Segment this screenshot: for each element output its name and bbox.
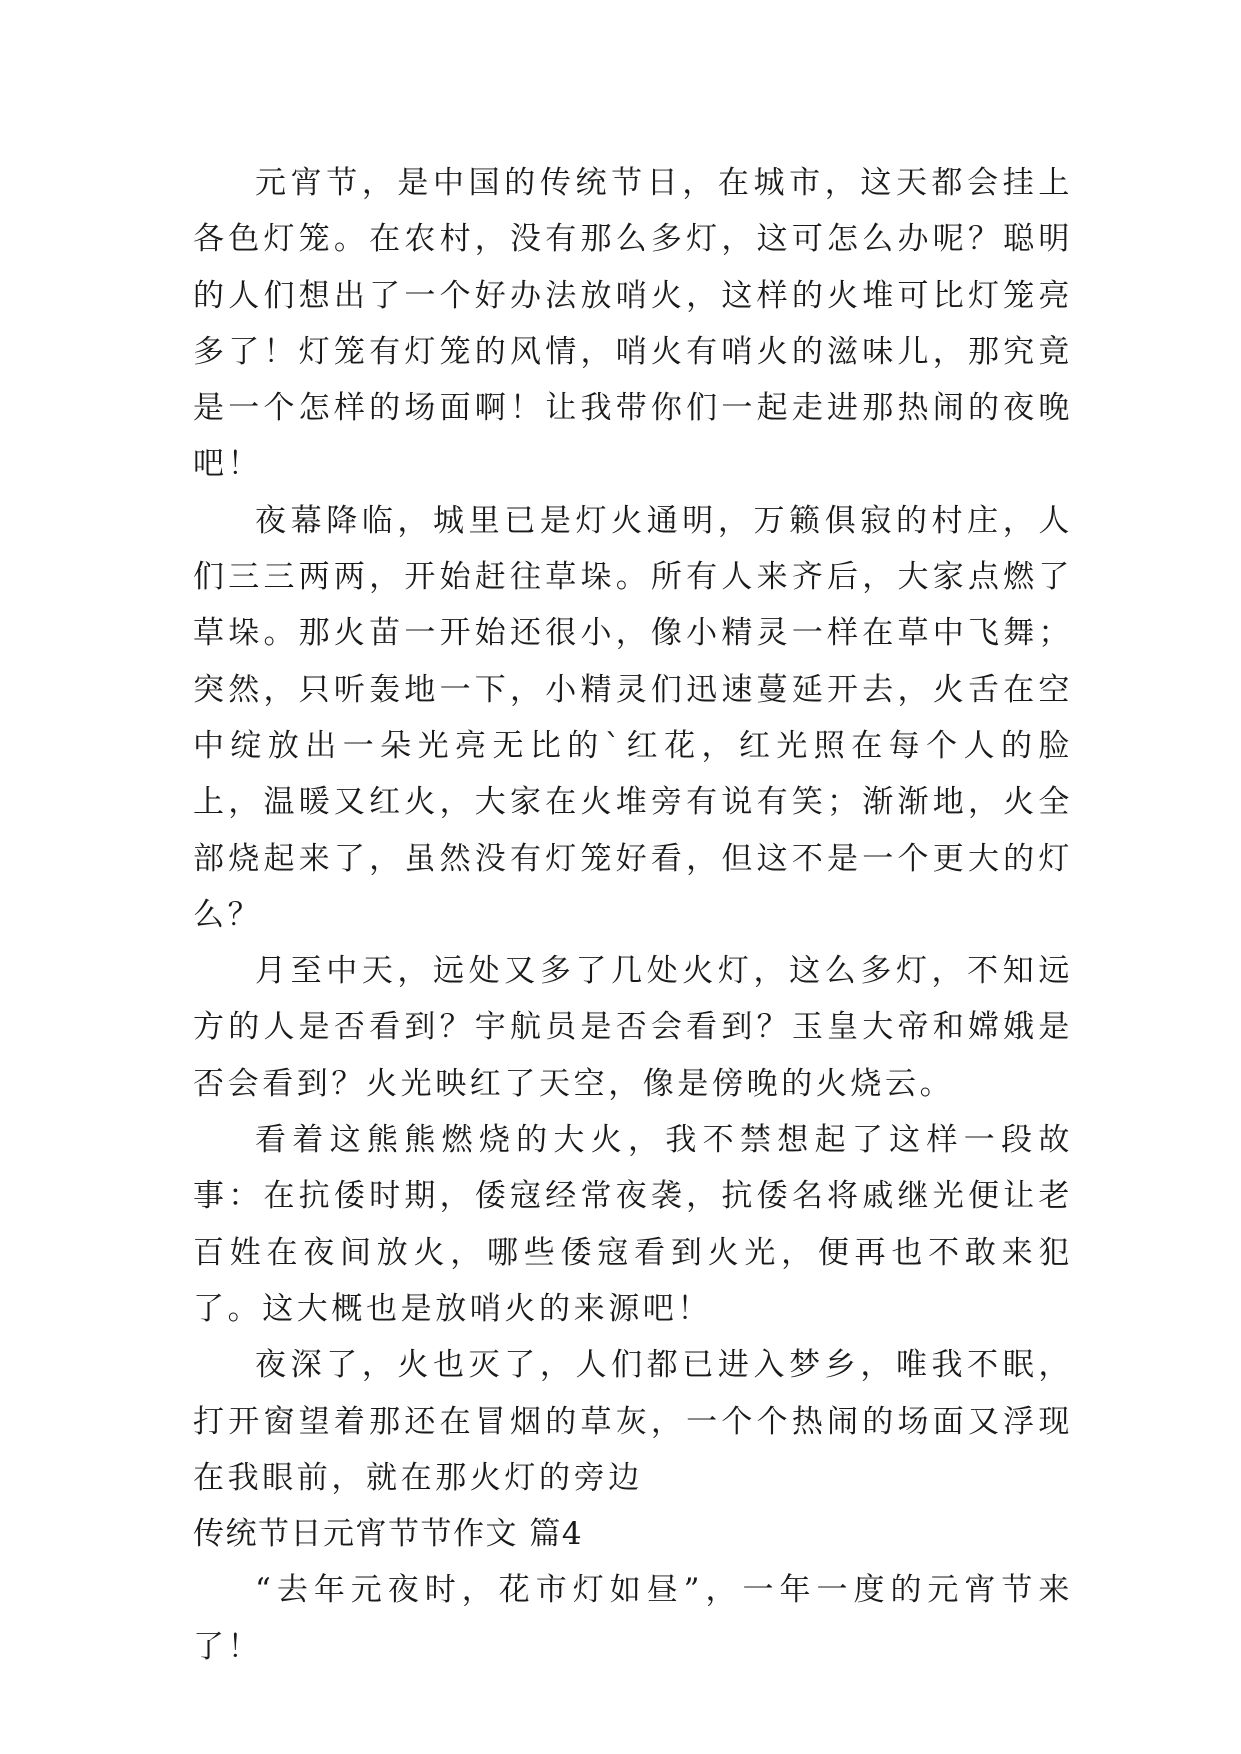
paragraph: 夜深了，火也灭了，人们都已进入梦乡，唯我不眠，打开窗望着那还在冒烟的草灰，一个个热闹的场面又浮现在我眼前，就在那火灯的旁边 <box>193 1347 1073 1496</box>
document-body <box>193 155 1073 1675</box>
paragraph: 夜幕降临，城里已是灯火通明，万籁俱寂的村庄，人们三三两两，开始赶往草垛。所有人来齐后，大家点燃了草垛。那火苗一开始还很小，像小精灵一样在草中飞舞；突然，只听轰地一下，小精灵们迅速蔓延开去，火舌在空中绽放出一朵光亮无比的`红花，红光照在每个人的脸上，温暖又红火，大家在火堆旁有说有笑；渐渐地，火全部烧起来了，虽然没有灯笼好看，但这不是一个更大的灯么？ <box>193 502 1073 933</box>
paragraph: 看着这熊熊燃烧的大火，我不禁想起了这样一段故事：在抗倭时期，倭寇经常夜袭，抗倭名将戚继光便让老百姓在夜间放火，哪些倭寇看到火光，便再也不敢来犯了。这大概也是放哨火的来源吧！ <box>193 1122 1073 1327</box>
paragraph: 元宵节，是中国的传统节日，在城市，这天都会挂上各色灯笼。在农村，没有那么多灯，这可怎么办呢？聪明的人们想出了一个好办法放哨火，这样的火堆可比灯笼亮多了！灯笼有灯笼的风情，哨火有哨火的滋味儿，那究竟是一个怎样的场面啊！让我带你们一起走进那热闹的夜晚吧！ <box>193 165 1073 483</box>
section-heading: 传统节日元宵节节作文 篇4 <box>193 1516 584 1553</box>
paragraph: 月至中天，远处又多了几处火灯，这么多灯，不知远方的人是否看到？宇航员是否会看到？玉皇大帝和嫦娥是否会看到？火光映红了天空，像是傍晚的火烧云。 <box>193 953 1073 1102</box>
paragraph: “去年元夜时，花市灯如昼”，一年一度的元宵节来了！ <box>193 1572 1073 1665</box>
